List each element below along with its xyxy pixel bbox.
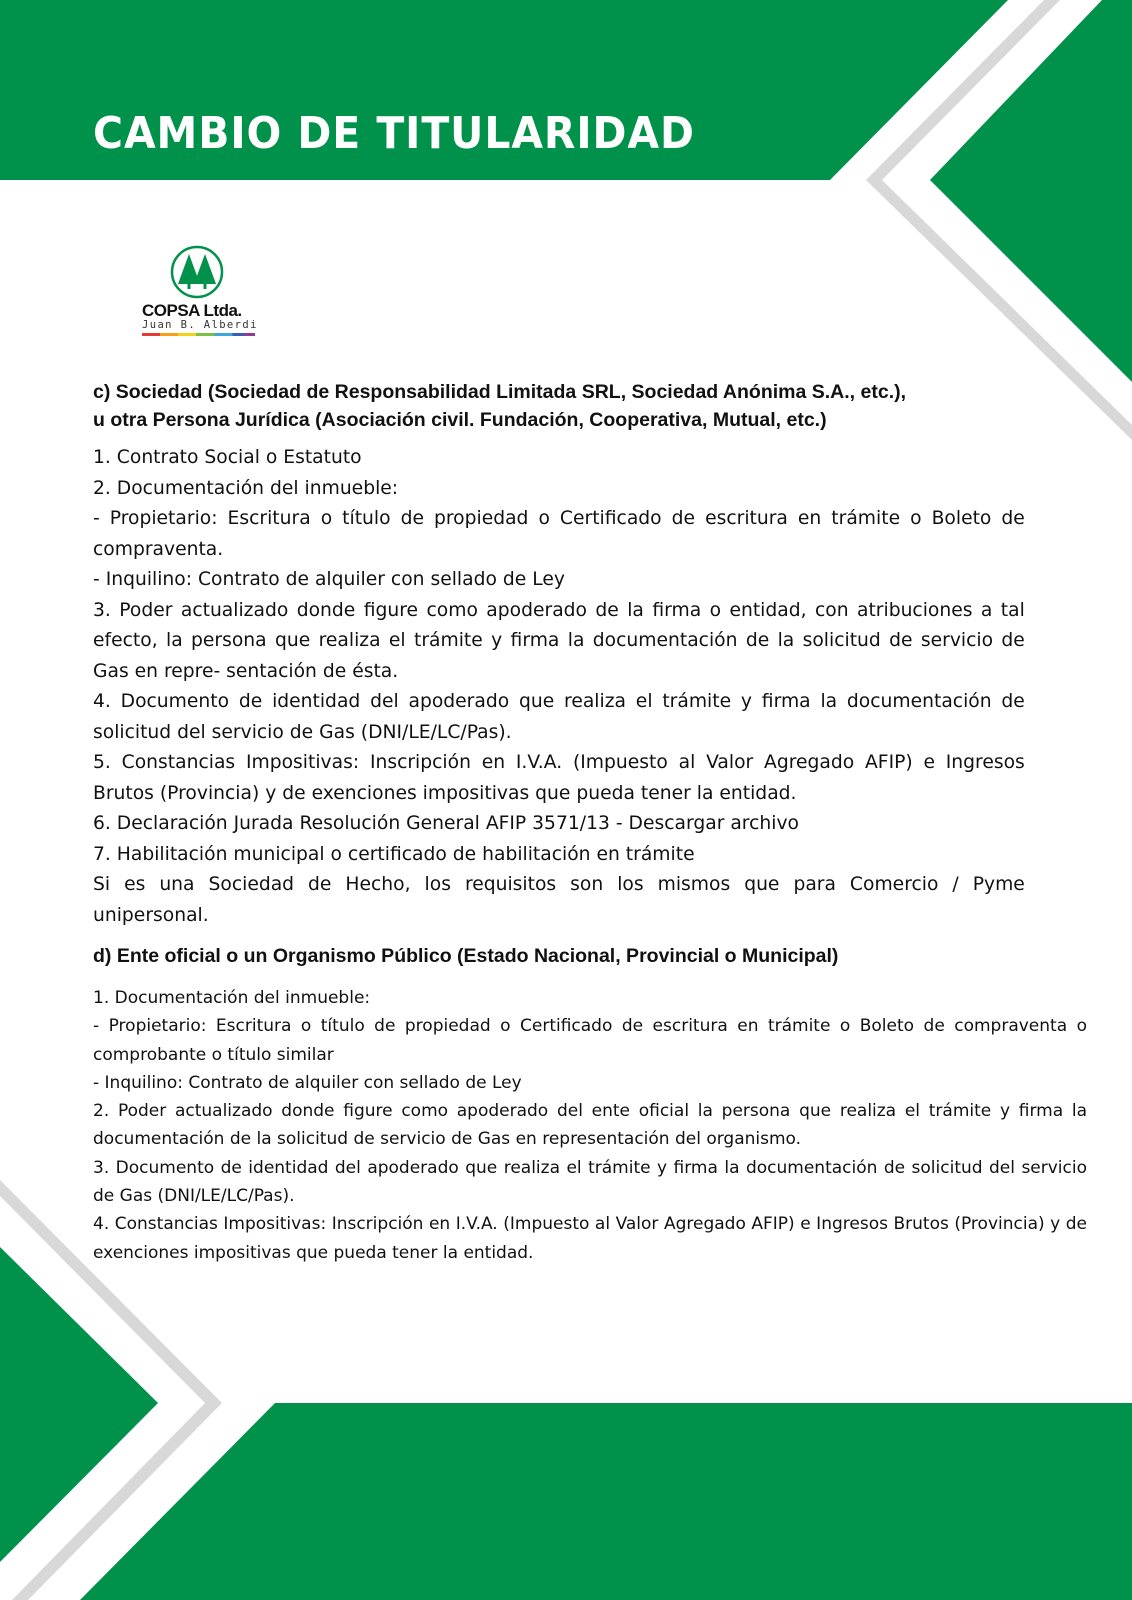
requirement-item: 6. Declaración Jurada Resolución General AFIP 3571/13 - Descargar archivo bbox=[93, 812, 799, 834]
requirement-item: 1. Contrato Social o Estatuto bbox=[93, 446, 362, 468]
requirement-item: - Propietario: Escritura o título de propiedad o Certificado de escritura en trámite o Boleto de compraventa o comprobante o título similar bbox=[93, 1016, 1087, 1065]
section-c-heading bbox=[93, 378, 1039, 434]
section-d-requirements bbox=[93, 984, 1087, 1267]
bottom-left-triangle bbox=[0, 1247, 158, 1562]
top-right-triangle bbox=[930, 0, 1132, 382]
footer-band bbox=[80, 1403, 1132, 1600]
logo-rainbow-bar bbox=[142, 333, 255, 336]
requirement-item: 2. Poder actualizado donde figure como apoderado del ente oficial la persona que realiza el trámite y firma la documentación de la solicitud de servicio de Gas en representación del organismo. bbox=[93, 1101, 1087, 1150]
page-title: CAMBIO DE TITULARIDAD bbox=[93, 108, 695, 159]
section-c-requirements bbox=[93, 442, 1025, 930]
requirement-item: - Inquilino: Contrato de alquiler con sellado de Ley bbox=[93, 568, 565, 590]
requirement-item: 3. Documento de identidad del apoderado que realiza el trámite y firma la documentación de solicitud del servicio de Gas (DNI/LE/LC/Pas). bbox=[93, 1157, 1087, 1207]
twin-pine-trees-icon bbox=[140, 244, 260, 300]
requirement-item: 7. Habilitación municipal o certificado de habilitación en trámite bbox=[93, 842, 695, 865]
section-c-heading-line: c) Sociedad (Sociedad de Responsabilidad Limitada SRL, Sociedad Anónima S.A., etc.), bbox=[93, 381, 907, 403]
section-c-heading-line: u otra Persona Jurídica (Asociación civil. Fundación, Cooperativa, Mutual, etc.) bbox=[93, 409, 827, 431]
requirement-note: Si es una Sociedad de Hecho, los requisitos son los mismos que para Comercio / Pyme unipersonal. bbox=[93, 873, 1025, 926]
requirement-item: 4. Documento de identidad del apoderado que realiza el trámite y firma la documentación de solicitud del servicio de Gas (DNI/LE/LC/Pas). bbox=[93, 690, 1025, 743]
logo-company-name: COPSA Ltda. bbox=[142, 301, 242, 320]
logo-company-location: Juan B. Alberdi bbox=[142, 319, 258, 331]
company-logo bbox=[140, 244, 260, 344]
requirement-item: - Inquilino: Contrato de alquiler con sellado de Ley bbox=[93, 1072, 522, 1093]
document-content bbox=[93, 378, 1087, 1267]
requirement-item: - Propietario: Escritura o título de propiedad o Certificado de escritura en trámite o Boleto de compraventa. bbox=[93, 507, 1025, 560]
requirement-item: 2. Documentación del inmueble: bbox=[93, 476, 399, 499]
section-d-heading: d) Ente oficial o un Organismo Público (Estado Nacional, Provincial o Municipal) bbox=[93, 945, 839, 967]
requirement-item: 3. Poder actualizado donde figure como apoderado de la firma o entidad, con atribuciones a tal efecto, la persona que realiza el trámite y firma la documentación de la solicitud de servicio de Gas en repre- sentación de ésta. bbox=[93, 598, 1025, 682]
requirement-item: 1. Documentación del inmueble: bbox=[93, 988, 371, 1008]
requirement-item: 5. Constancias Impositivas: Inscripción en I.V.A. (Impuesto al Valor Agregado AFIP) e Ingresos Brutos (Provincia) y de exenciones impositivas que pueda tener la entidad. bbox=[93, 751, 1025, 804]
requirement-item: 4. Constancias Impositivas: Inscripción en I.V.A. (Impuesto al Valor Agregado AFIP) e Ingresos Brutos (Provincia) y de exenciones impositivas que pueda tener la entidad. bbox=[93, 1214, 1087, 1263]
